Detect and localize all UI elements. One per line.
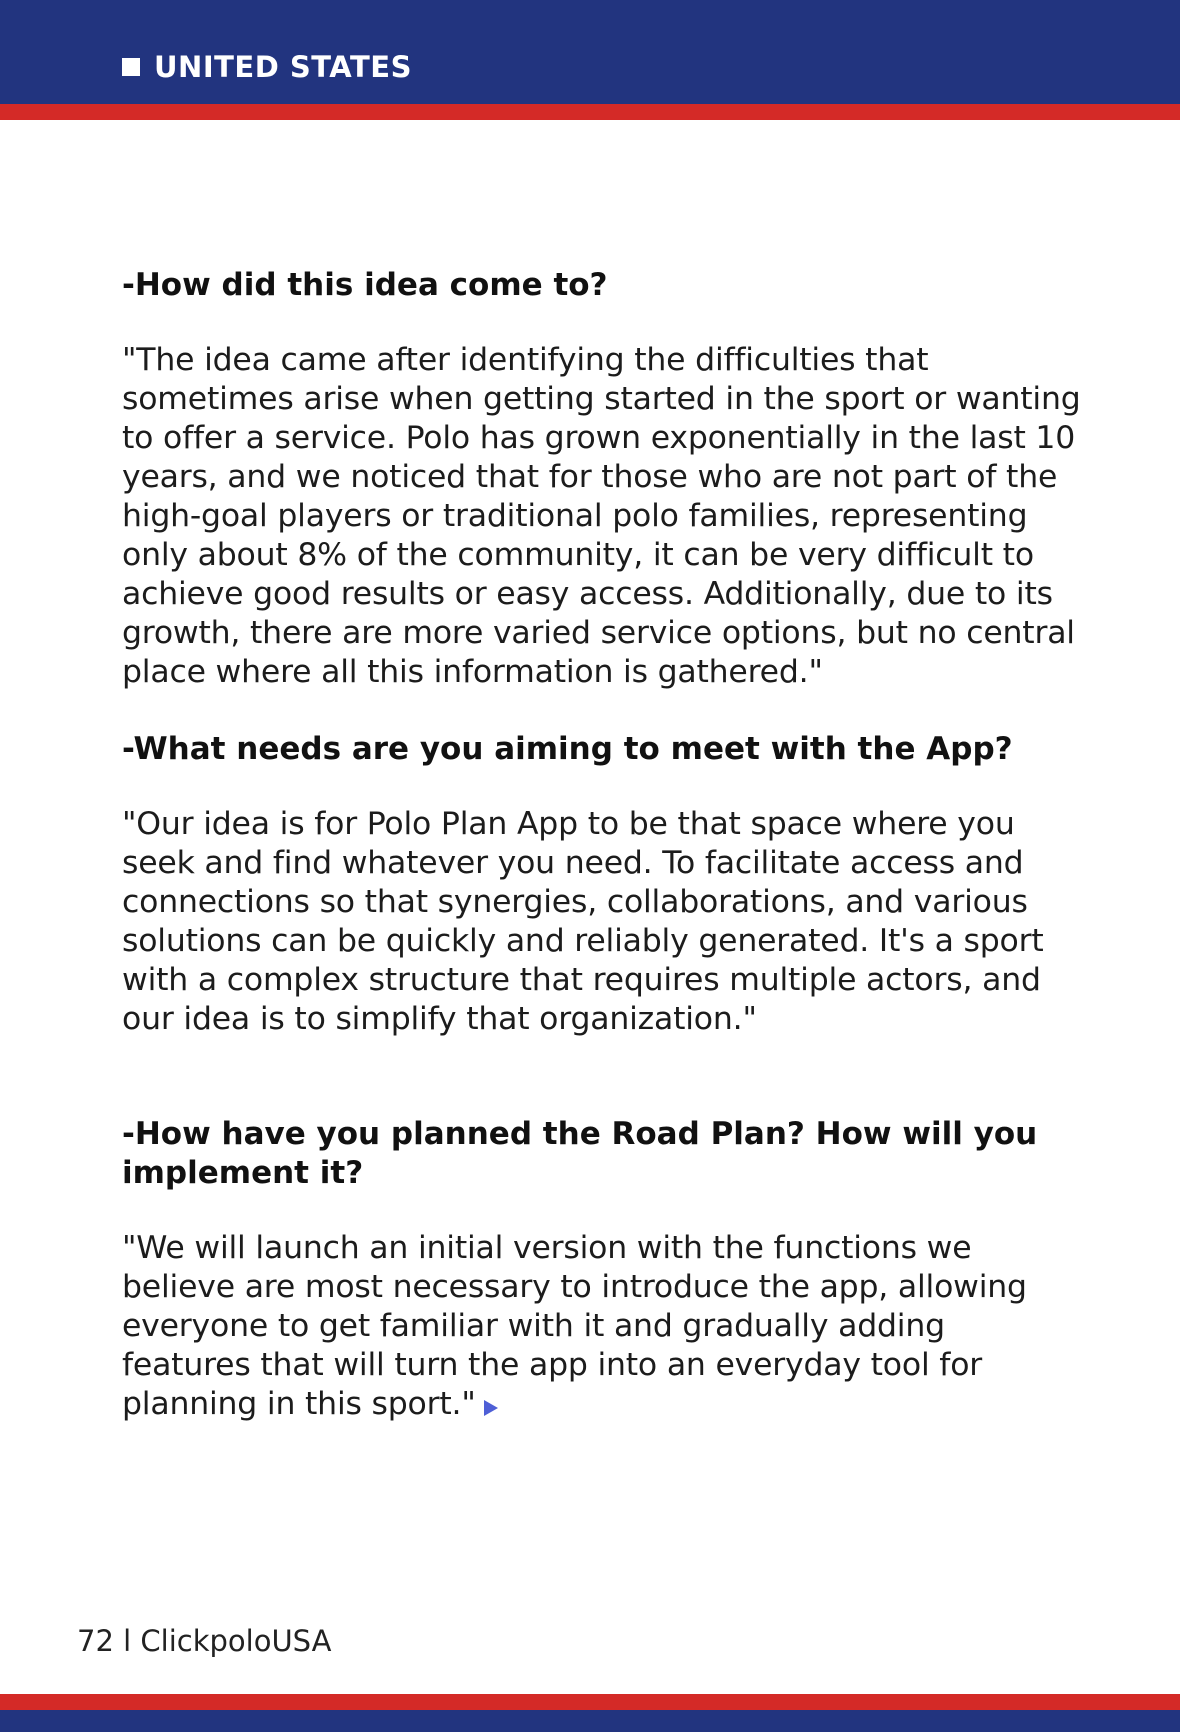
question-2: -What needs are you aiming to meet with the App? (122, 731, 1013, 767)
section-label (122, 50, 412, 84)
question-3: -How have you planned the Road Plan? How will you implement it? (122, 1116, 1038, 1191)
page-footer: 72 l ClickpoloUSA (77, 1624, 332, 1658)
question-1: -How did this idea come to? (122, 267, 608, 303)
footer-band (0, 1710, 1180, 1732)
answer-3-text: "We will launch an initial version with the functions we believe are most necessary to introduce the app, allowing everyone to get familiar with it and gradually adding features that will turn the app into an everyday tool for planning in this sport." (122, 1230, 1027, 1422)
interview-content (122, 266, 1082, 1424)
footer-red-stripe (0, 1694, 1180, 1710)
header-red-stripe (0, 104, 1180, 120)
answer-2: "Our idea is for Polo Plan App to be that space where you seek and find whatever you need. To facilitate access and connections so that synergies, collaborations, and various solutions can be quickly and reliably generated. It's a sport with a complex structure that requires multiple actors, and our idea is to simplify that organization." (122, 806, 1044, 1037)
answer-3 (122, 1229, 1082, 1424)
square-icon (122, 58, 140, 76)
play-icon (484, 1400, 498, 1416)
section-title: UNITED STATES (154, 50, 412, 84)
answer-1: "The idea came after identifying the difficulties that sometimes arise when getting started in the sport or wanting to offer a service. Polo has grown exponentially in the last 10 years, and we noticed that for those who are not part of the high-goal players or traditional polo families, representing only about 8% of the community, it can be very difficult to achieve good results or easy access. Additionally, due to its growth, there are more varied service options, but no central place where all this information is gathered." (122, 342, 1081, 690)
